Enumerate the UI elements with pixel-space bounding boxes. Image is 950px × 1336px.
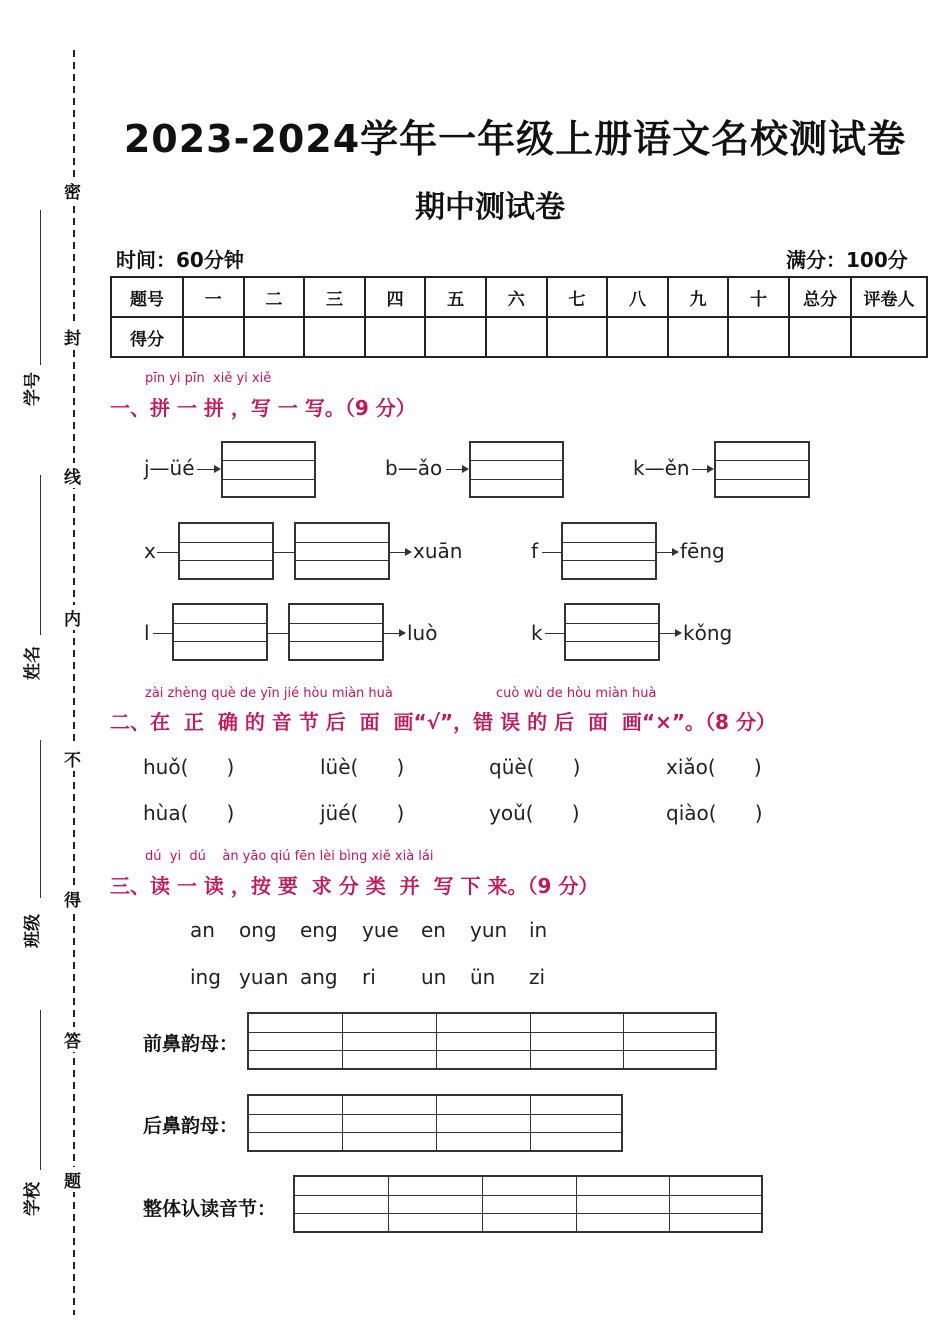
arrow-line [446,469,463,470]
score-cell[interactable] [365,317,426,357]
section3-title: 三、读 一 读 ，按 要 求 分 类 并 写 下 来。（9 分） [110,874,599,898]
back-nasal-label: 后鼻韵母： [143,1115,239,1137]
s2-r1-item[interactable]: qüè( ) [489,755,581,779]
writing-box[interactable] [178,522,274,580]
connector-line [274,552,295,553]
score-header-cell: 八 [607,277,668,317]
score-header-cell: 五 [425,277,486,317]
score-header-cell: 四 [365,277,426,317]
whole-syllable-label: 整体认读音节： [143,1198,277,1220]
writing-box[interactable] [288,603,384,661]
score-header-cell: 十 [728,277,789,317]
arrow-line [197,469,215,470]
s1-r2b-left: f [531,539,539,563]
score-cell[interactable] [851,317,927,357]
score-cell[interactable] [183,317,244,357]
connector-line [542,552,562,553]
arrow-line [390,552,406,553]
score-table-header-row [111,277,927,317]
score-header-cell: 一 [183,277,244,317]
back-nasal-grid[interactable] [247,1094,623,1152]
score-cell[interactable] [668,317,729,357]
score-row-label: 得分 [111,317,183,357]
connector-line [268,633,289,634]
s2-r1-item[interactable]: lüè( ) [320,755,405,779]
s2-r2-item[interactable]: qiào( ) [666,801,763,825]
s1-r3a-left: l [144,621,150,645]
binding-dashed-line [64,50,84,1320]
writing-box[interactable] [561,522,657,580]
writing-box[interactable] [172,603,268,661]
seal-char-4: 内 [64,605,81,630]
s3-syllable: un [421,965,447,989]
seal-char-7: 答 [64,1027,81,1052]
arrow-head [675,629,682,637]
score-cell[interactable] [547,317,608,357]
section2-pinyin-a: zài zhèng què de yīn jié hòu miàn huà [145,686,393,701]
margin-field-school: 学校 [23,1182,43,1216]
s3-syllable: an [190,918,215,942]
score-header-cell: 三 [304,277,365,317]
s2-r1-item[interactable]: xiǎo( ) [666,755,762,779]
front-nasal-label: 前鼻韵母： [143,1033,239,1055]
s3-syllable: yun [470,918,508,942]
s1-r1a-text: j—üé [144,456,195,480]
s3-syllable: ün [470,965,496,989]
page-subtitle: 期中测试卷 [415,190,565,225]
seal-char-6: 得 [64,886,81,911]
whole-syllable-grid[interactable] [293,1175,763,1233]
s3-syllable: ing [190,965,221,989]
s3-syllable: eng [300,918,338,942]
front-nasal-grid[interactable] [247,1012,717,1070]
writing-box[interactable] [294,522,390,580]
s2-r1-item[interactable]: huǒ( ) [143,755,235,779]
writing-box[interactable] [714,441,810,498]
full-score: 满分：100分 [786,248,908,272]
seal-char-8: 题 [64,1167,81,1192]
exam-time: 时间：60分钟 [116,248,244,272]
margin-field-line-2 [40,475,41,635]
s1-r3b-left: k [531,621,543,645]
score-table [110,276,928,358]
score-cell[interactable] [607,317,668,357]
s3-syllable: ri [362,965,376,989]
section2-pinyin-b: cuò wù de hòu miàn huà [496,686,657,701]
score-header-cell: 总分 [789,277,851,317]
s1-r3b-right: kǒng [683,621,733,645]
s1-r1b-text: b—ǎo [385,456,443,480]
score-cell[interactable] [425,317,486,357]
s3-syllable: yuan [239,965,289,989]
score-cell[interactable] [304,317,365,357]
arrow-line [657,552,673,553]
s3-syllable: ong [239,918,277,942]
connector-line [153,633,173,634]
writing-box[interactable] [564,603,660,661]
connector-line [545,633,565,634]
s1-r2b-right: fēng [680,539,725,563]
writing-box[interactable] [469,441,564,498]
margin-field-line-4 [40,1010,41,1170]
s3-syllable: yue [362,918,399,942]
s2-r2-item[interactable]: jüé( ) [320,801,405,825]
arrow-head [214,465,221,473]
arrow-line [660,633,676,634]
score-table-score-row [111,317,927,357]
s1-r3a-right: luò [407,621,438,645]
score-cell[interactable] [244,317,305,357]
score-header-cell: 六 [486,277,547,317]
arrow-head [462,465,469,473]
s3-syllable: zi [529,965,546,989]
s1-r1c-text: k—ěn [633,456,690,480]
score-header-cell: 九 [668,277,729,317]
s3-syllable: in [529,918,548,942]
margin-field-class: 班级 [23,914,43,948]
section3-pinyin: dú yi dú àn yāo qiú fēn lèi bìng xiě xià lái [145,849,434,864]
writing-box[interactable] [221,441,316,498]
section1-title: 一、拼 一 拼 ，写 一 写。（9 分） [110,396,416,420]
page-title: 2023-2024学年一年级上册语文名校测试卷 [123,117,907,161]
arrow-line [384,633,400,634]
score-cell[interactable] [789,317,851,357]
arrow-head [399,629,406,637]
seal-char-5: 不 [64,746,81,771]
score-cell[interactable] [728,317,789,357]
arrow-head [672,548,679,556]
score-header-cell: 题号 [111,277,183,317]
seal-char-1: 密 [64,178,81,203]
s3-syllable: en [421,918,446,942]
score-header-cell: 二 [244,277,305,317]
s3-syllable: ang [300,965,338,989]
s2-r2-item[interactable]: yoǔ( ) [489,801,580,825]
s1-r2a-left: x [144,539,156,563]
arrow-head [405,548,412,556]
arrow-line [692,469,708,470]
arrow-head [707,465,714,473]
margin-field-line-1 [40,210,41,365]
score-header-cell: 评卷人 [851,277,927,317]
score-header-cell: 七 [547,277,608,317]
margin-field-line-3 [40,740,41,898]
score-cell[interactable] [486,317,547,357]
s2-r2-item[interactable]: hùa( ) [143,801,235,825]
margin-field-name: 姓名 [23,646,43,680]
seal-char-2: 封 [64,324,81,349]
margin-field-student-id: 学号 [23,372,43,406]
section2-title: 二、在 正 确 的 音 节 后 面 画“√”，错 误 的 后 面 画“×”。（8 分） [110,710,776,734]
seal-char-3: 线 [64,463,81,488]
s1-r2a-right: xuān [413,539,463,563]
connector-line [157,552,179,553]
section1-pinyin: pīn yi pīn xiě yi xiě [145,371,272,386]
